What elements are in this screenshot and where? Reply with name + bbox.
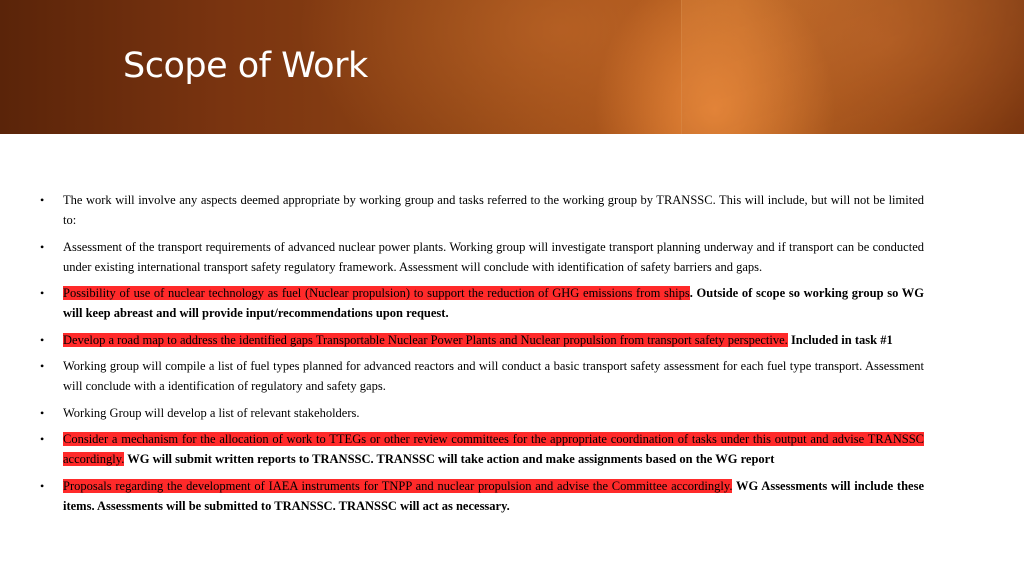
item-text: Working group will compile a list of fuel types planned for advanced reactors and will conduct a basic transport safety assessment for each fuel type transport. Assessment will conclude with a identification of regulatory and safety gaps. (63, 359, 924, 393)
item-text: Assessment of the transport requirements of advanced nuclear power plants. Working group will investigate transport planning underway and if transport can be conducted under existing international transport safety regulatory framework. Assessment will conclude with identification of safety barriers and gaps. (63, 239, 924, 274)
bullet-icon: • (40, 432, 45, 446)
list-item (40, 476, 924, 516)
list-item (40, 330, 924, 350)
list-item (40, 237, 924, 277)
highlighted-text: Develop a road map to address the identified gaps Transportable Nuclear Power Plants and Nuclear propulsion from transport safety perspective. (63, 332, 788, 347)
highlighted-text: Possibility of use of nuclear technology as fuel (Nuclear propulsion) to support the reduction of GHG emissions from ships (63, 286, 690, 300)
bullet-icon: • (40, 286, 45, 300)
slide-title: Scope of Work (123, 46, 368, 86)
bold-note: WG Assessments will include these items. Assessments will be submitted to TRANSSC. TRANSSC will act as necessary. (63, 478, 925, 513)
bold-note: WG will submit written reports to TRANSSC. TRANSSC will take action and make assignments based on the WG report (124, 452, 775, 466)
list-item (40, 403, 924, 423)
list-item (40, 190, 924, 230)
bullet-icon: • (40, 478, 45, 493)
bullet-icon: • (40, 193, 45, 207)
bullet-icon: • (40, 405, 45, 420)
bold-note: . Outside of scope so working group so WG will keep abreast and will provide input/recommendations upon request. (63, 286, 925, 320)
bullet-icon: • (40, 359, 45, 373)
item-text: Working Group will develop a list of relevant stakeholders. (63, 405, 360, 420)
bullet-icon: • (40, 239, 45, 254)
bold-note: Included in task #1 (787, 332, 893, 347)
highlighted-text: Consider a mechanism for the allocation of work to TTEGs or other review committees for the appropriate coordination of tasks under this output and advise TRANSSC accordingly. (63, 432, 924, 466)
item-text: The work will involve any aspects deemed appropriate by working group and tasks referred to the working group by TRANSSC. This will include, but will not be limited to: (63, 193, 924, 227)
list-item (40, 356, 924, 396)
list-item (40, 283, 924, 323)
bullet-icon: • (40, 332, 45, 347)
title-banner-accent-panel (681, 0, 1024, 134)
title-banner (0, 0, 1024, 134)
highlighted-text: Proposals regarding the development of IAEA instruments for TNPP and nuclear propulsion and advise the Committee accordingly. (63, 478, 733, 493)
bullet-list (40, 190, 924, 522)
list-item (40, 429, 924, 469)
